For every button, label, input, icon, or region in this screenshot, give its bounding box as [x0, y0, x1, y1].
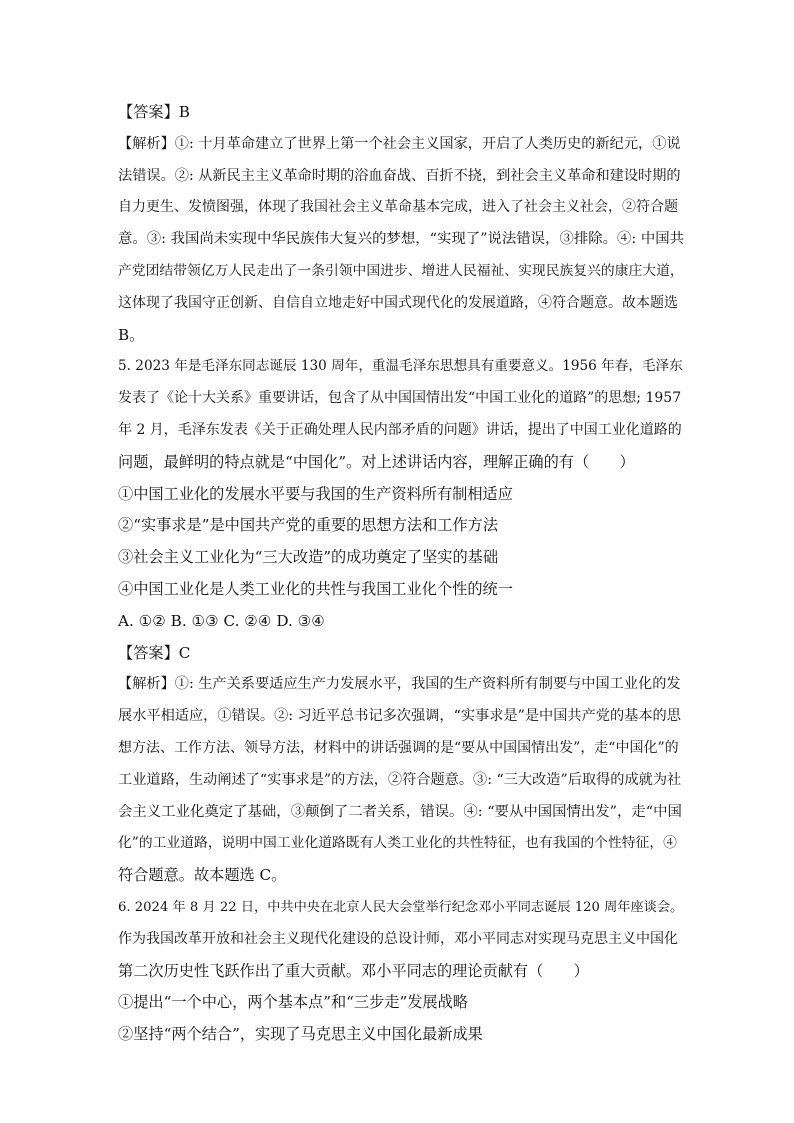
question-6-stem: 6. 2024 年 8 月 22 日，中共中央在北京人民大会堂举行纪念邓小平同志诞辰 120 周年座谈会。: [118, 899, 684, 915]
analysis-line: 展水平相适应，①错误。②: 习近平总书记多次强调，“实事求是”是中国共产党的基本的思: [118, 708, 681, 725]
question-6-stem: 作为我国改革开放和社会主义现代化建设的总设计师，邓小平同志对实现马克思主义中国化: [118, 930, 678, 947]
analysis-line: 想方法、工作方法、领导方法，材料中的讲话强调的是“要从中国国情出发”，走“中国化”的: [118, 739, 679, 756]
analysis-line: 会主义工业化奠定了基础，③颠倒了二者关系，错误。④: “要从中国国情出发”，走“中国: [118, 803, 682, 820]
analysis-line: 化”的工业道路，说明中国工业化道路既有人类工业化的共性特征，也有我国的个性特征，④: [118, 835, 677, 852]
question-6-stem: 第二次历史性飞跃作出了重大贡献。邓小平同志的理论贡献有（ ）: [118, 961, 589, 980]
question-5-stem: 5. 2023 年是毛泽东同志诞辰 130 周年，重温毛泽东思想具有重要意义。1956 年春，毛泽东: [118, 358, 683, 375]
analysis-line: 工业道路，生动阐述了“实事求是”的方法，②符合题意。③: “三大改造”后取得的成就为社: [118, 771, 682, 788]
answer-label-q5: 【答案】C: [118, 643, 191, 662]
analysis-line: 自力更生、发愤图强，体现了我国社会主义革命基本完成，进入了社会主义社会，②符合题: [118, 199, 678, 216]
analysis-line: 这体现了我国守正创新、自信自立地走好中国式现代化的发展道路，④符合题意。故本题选: [118, 294, 678, 311]
question-5-options: A. ①② B. ①③ C. ②④ D. ③④: [118, 611, 325, 630]
analysis-line: 【解析】①: 十月革命建立了世界上第一个社会主义国家，开启了人类历史的新纪元，①说: [118, 135, 681, 152]
analysis-line: B。: [118, 325, 145, 344]
question-5-stem: 年 2 月，毛泽东发表《关于正确处理人民内部矛盾的问题》讲话，提出了中国工业化道路的: [118, 421, 682, 438]
question-5-statement: ②“实事求是”是中国共产党的重要的思想方法和工作方法: [118, 516, 499, 535]
analysis-line: 产党团结带领亿万人民走出了一条引领中国进步、增进人民福祉、实现民族复兴的康庄大道，: [118, 262, 684, 279]
analysis-line: 【解析】①: 生产关系要适应生产力发展水平，我国的生产资料所有制要与中国工业化的发: [118, 676, 681, 693]
analysis-line: 符合题意。故本题选 C。: [118, 866, 287, 885]
question-6-statement: ①提出“一个中心，两个基本点”和“三步走”发展战略: [118, 993, 468, 1012]
question-6-statement: ②坚持“两个结合”，实现了马克思主义中国化最新成果: [118, 1025, 483, 1044]
answer-label-q4: 【答案】B: [118, 103, 190, 121]
question-5-statement: ③社会主义工业化为“三大改造”的成功奠定了坚实的基础: [118, 548, 499, 567]
document-page: [118, 97, 684, 1051]
question-5-stem: 发表了《论十大关系》重要讲话，包含了从中国国情出发“中国工业化的道路”的思想; 1957: [118, 390, 682, 407]
analysis-line: 法错误。②: 从新民主主义革命时期的浴血奋战、百折不挠，到社会主义革命和建设时期的: [118, 167, 681, 184]
question-5-statement: ①中国工业化的发展水平要与我国的生产资料所有制相适应: [118, 484, 513, 503]
question-5-stem: 问题，最鲜明的特点就是“中国化”。对上述讲话内容，理解正确的有（ ）: [118, 452, 635, 471]
analysis-line: 意。③: 我国尚未实现中华民族伟大复兴的梦想，“实现了”说法错误，③排除。④: 中国共: [118, 231, 685, 248]
question-5-statement: ④中国工业化是人类工业化的共性与我国工业化个性的统一: [118, 579, 513, 598]
